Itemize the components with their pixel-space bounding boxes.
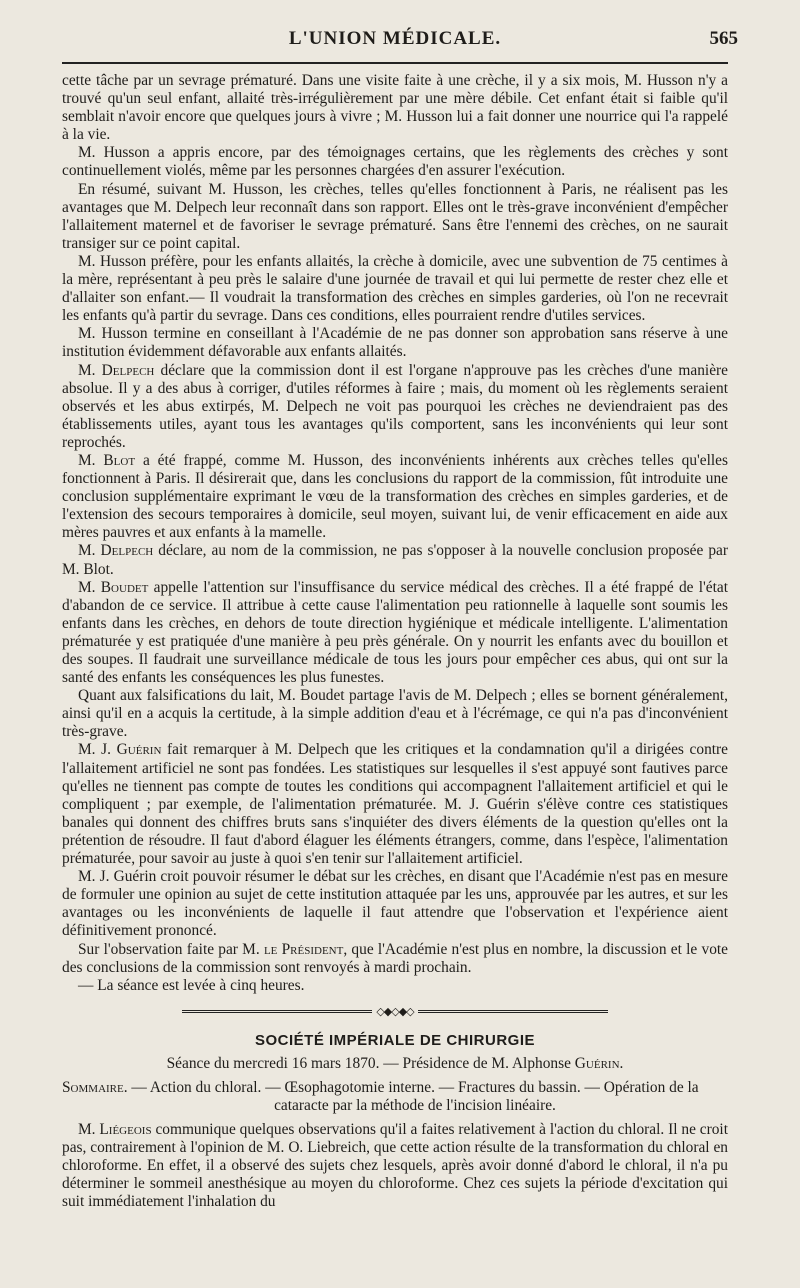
running-head [62, 28, 738, 56]
paragraph-text: communique quelques observations qu'il a faites relativement à l'action du chloral. Il ne croit pas, contrairement à l'opinion de M. O. Liebreich, que cette action résulte de la transformation du chloral en chloroforme. En effet, il a observé des sujets chez lesquels, après avoir donné d'abord le chloral, il n'a pu déterminer le sommeil anesthésique au moyen du chloroforme. Chez ces sujets la période d'excitation qui suit immédiatement l'inhalation du [62, 1120, 728, 1211]
article-body [62, 72, 728, 995]
paragraph-text: déclare, au nom de la commission, ne pas s'opposer à la nouvelle conclusion proposée par M. Blot. [62, 542, 728, 578]
ornament-rule-left [182, 1010, 372, 1013]
section-title: SOCIÉTÉ IMPÉRIALE DE CHIRURGIE [254, 1031, 536, 1049]
paragraph-text: a été frappé, comme M. Husson, des inconvénients inhérents aux crèches telles qu'elles fonctionnent à Paris. Il désirerait que, dans les conclusions du rapport de la commission, fût introduite une conclusion supplémentaire exprimant le vœu de la transformation des crèches en simples garderies, et de l'extension des secours temporaires à domicile, seul moyen, suivant lui, de venir efficacement en aide aux mères pauvres et aux enfants à la mamelle. [62, 451, 729, 542]
president-name: Guérin [574, 1054, 620, 1072]
paragraph [62, 452, 728, 542]
ornament-flourish-icon: ◇◆◇◆◇ [376, 1004, 414, 1018]
paragraph [62, 579, 728, 688]
section-ornament [62, 1005, 728, 1018]
summary-label: Sommaire [62, 1078, 124, 1096]
paragraph [62, 362, 728, 452]
speaker-name: M. Delpech [78, 542, 154, 560]
header-rule [62, 62, 728, 64]
paragraph-text: appelle l'attention sur l'insuffisance du service médical des crèches. Il a été frappé de l'état d'abandon de ce service. Il attribue à cette cause l'alimentation peu rationnelle à laquelle sont soumis les enfants dans les crèches, en dehors de toute direction hygiénique et médicale intelligente. L'alimentation prématurée y est pratiquée d'une manière à peu près générale. On y nourrit les enfants avec du bouillon et des soupes. Il faudrait une surveillance médicale de tous les jours pour empêcher ces abus, qui ont sur la santé des enfants les conséquences les plus funestes. [62, 578, 729, 687]
paragraph: M. Husson a appris encore, par des témoignages certains, que les règlements des crèches y sont continuellement violés, même par les personnes chargées d'en assurer l'exécution. [62, 144, 728, 180]
speaker-name: M. Boudet [78, 578, 149, 596]
section-body [62, 1121, 728, 1211]
subtitle-text: . [619, 1054, 624, 1072]
speaker-name: M. Blot [78, 451, 136, 469]
speaker-name: le Président [263, 940, 344, 958]
section-subtitle [62, 1055, 728, 1073]
paragraph [62, 941, 728, 977]
page-number: 565 [709, 28, 738, 49]
subtitle-text: Séance du mercredi 16 mars 1870. — Présidence de M. Alphonse [166, 1054, 575, 1072]
paragraph [62, 741, 728, 868]
speaker-name: M. J. Guérin [78, 741, 162, 759]
paragraph: Quant aux falsifications du lait, M. Boudet partage l'avis de M. Delpech ; elles se bornent généralement, ainsi qu'il en a acquis la certitude, à la simple addition d'eau et à l'écrémage, ce qui n'a pas d'inconvénient très-grave. [62, 687, 728, 741]
paragraph: En résumé, suivant M. Husson, les crèches, telles qu'elles fonctionnent à Paris, ne réalisent pas les avantages que M. Delpech leur reconnaît dans son rapport. Elles ont le très-grave inconvénient d'empêcher l'allaitement maternel et de favoriser le sevrage prématuré. Sans être l'ennemi des crèches, on ne saurait transiger sur ce point capital. [62, 180, 728, 252]
summary-line [62, 1079, 728, 1097]
summary-text: . — Action du chloral. — Œsophagotomie interne. — Fractures du bassin. — Opération de la [123, 1078, 699, 1096]
paragraph: — La séance est levée à cinq heures. [78, 976, 305, 994]
paragraph-text: fait remarquer à M. Delpech que les critiques et la condamnation qu'il a dirigées contre l'allaitement artificiel ne sont pas fondées. Les statistiques sur lesquelles il s'est appuyé sont fautives parce qu'elles ne tiennent pas compte de toutes les conditions qui accompagnent l'allaitement artificiel et qui le compliquent ; par exemple, de l'alimentation prématurée. M. J. Guérin s'élève contre ces statistiques banales qui donnent des chiffres bruts sans s'inquiéter des divers éléments de la question qu'elles ont la prétention de résoudre. Il faut d'abord élaguer les éléments étrangers, comme, dans l'espèce, l'alimentation prématurée, pour savoir au juste à quoi s'en tenir sur l'allaitement artificiel. [62, 741, 728, 868]
section-summary [62, 1079, 728, 1115]
paragraph: M. Husson préfère, pour les enfants allaités, la crèche à domicile, avec une subvention de 75 centimes à la mère, représentant à peu près le salaire d'une journée de travail et qui lui permette de rester chez elle et d'allaiter son enfant.— Il voudrait la transformation des crèches en simples garderies, où l'on ne recevrait les enfants qu'à partir du sevrage. Dans ces conditions, elles pourraient rendre d'utiles services. [62, 252, 728, 325]
paragraph-text: Sur l'observation faite par M. [78, 940, 264, 958]
paragraph: cette tâche par un sevrage prématuré. Dans une visite faite à une crèche, il y a six mois, M. Husson n'y a trouvé qu'un seul enfant, allaité très-irrégulièrement par une mère débile. Cet enfant était si faible qu'il semblait n'avoir encore que quelques jours à vivre ; M. Husson lui a fait donner une nourrice qui l'a rappelé à la vie. [62, 72, 728, 144]
paragraph: M. J. Guérin croit pouvoir résumer le débat sur les crèches, en disant que l'Académie n'est pas en mesure de formuler une opinion au sujet de cette institution attaquée par les uns, approuvée par les autres, et sur les avantages ou les inconvénients de laquelle il faut attendre que l'observation et l'expérience aient définitivement prononcé. [62, 868, 728, 940]
summary-line: cataracte par la méthode de l'incision linéaire. [274, 1096, 556, 1114]
ornament-rule-right [418, 1010, 608, 1013]
paragraph [62, 1121, 728, 1211]
paragraph-text: , que l'Académie n'est plus en nombre, la discussion et le vote des conclusions de la commission sont renvoyés à mardi prochain. [62, 940, 728, 976]
speaker-name: M. Delpech [78, 361, 155, 379]
speaker-name: M. Liégeois [78, 1120, 152, 1138]
journal-title: L'UNION MÉDICALE. [288, 28, 502, 49]
paragraph: M. Husson termine en conseillant à l'Académie de ne pas donner son approbation sans réserve à une institution évidemment défavorable aux enfants allaités. [62, 325, 728, 361]
paragraph [62, 542, 728, 578]
paragraph-text: déclare que la commission dont il est l'organe n'approuve pas les crèches d'une manière absolue. Il y a des abus à corriger, d'utiles réformes à faire ; mais, du moment où les règlements seraient observés et les abus extirpés, M. Delpech ne voit pas pourquoi les crèches ne deviendraient pas des établissements utiles, ayant tous les avantages qu'ils comportent, sans les inconvénients qui leur sont reprochés. [62, 361, 728, 451]
